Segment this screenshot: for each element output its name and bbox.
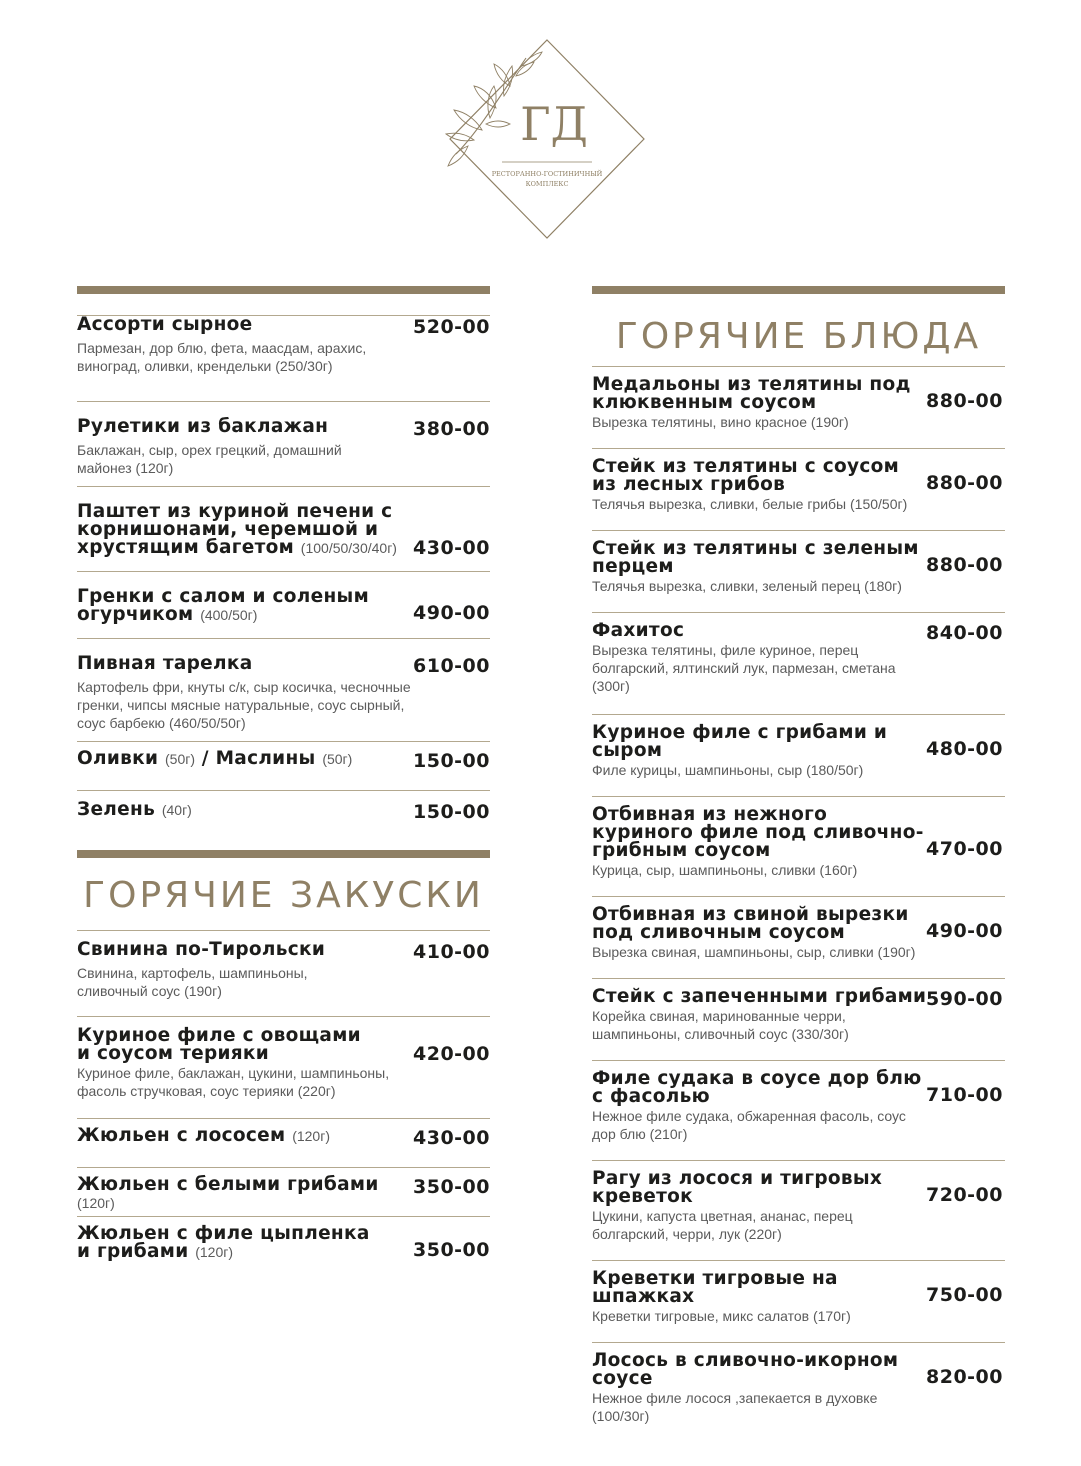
item-description: Курица, сыр, шампиньоны, сливки (160г) [592, 862, 858, 878]
item-price: 410-00 [413, 941, 490, 963]
section-divider-bar [592, 286, 1005, 294]
item-name: Куриное филе с овощами и соусом терияки [77, 1025, 361, 1064]
section-divider-bar [77, 850, 490, 858]
logo-line1: РЕСТОРАННО-ГОСТИНИЧНЫЙ [491, 170, 603, 178]
item-name: Лосось в сливочно-икорном соусе [592, 1350, 899, 1389]
item-price: 350-00 [413, 1239, 490, 1261]
item-price: 840-00 [926, 622, 1003, 644]
item-description: Телячья вырезка, сливки, белые грибы (150/50г) [592, 496, 908, 512]
item-name: Стейк из телятины с соусом из лесных грибов [592, 456, 900, 495]
item-price: 520-00 [413, 316, 490, 338]
item-weight: (120г) [195, 1244, 234, 1260]
item-name: Жюльен с филе цыпленка и грибами [77, 1223, 370, 1262]
section-divider-bar [77, 286, 490, 294]
cold-appetizers-section [77, 286, 490, 842]
item-description: Нежное филе судака, обжаренная фасоль, соус дор блю (210г) [592, 1108, 906, 1142]
item-price: 480-00 [926, 738, 1003, 760]
menu-item [77, 571, 490, 638]
item-name: Стейк с запеченными грибами [592, 986, 927, 1007]
menu-item [77, 1167, 490, 1216]
item-price: 880-00 [926, 472, 1003, 494]
item-name: Отбивная из свиной вырезки под сливочным соусом [592, 904, 909, 943]
item-price: 420-00 [413, 1043, 490, 1065]
item-price: 470-00 [926, 838, 1003, 860]
item-weight: (40г) [161, 802, 192, 818]
menu-item [592, 1342, 1005, 1442]
item-name: Креветки тигровые на шпажках [592, 1268, 838, 1307]
hot-dishes-list [592, 366, 1005, 1442]
menu-item [77, 1016, 490, 1118]
item-name: Ассорти сырное [77, 314, 253, 335]
item-price: 720-00 [926, 1184, 1003, 1206]
item-name: Оливки [77, 748, 159, 769]
section-title: ГОРЯЧИЕ ЗАКУСКИ [83, 875, 484, 916]
item-description: Картофель фри, кнуты с/к, сыр косичка, чесночные гренки, чипсы мясные натуральные, соус сырный, соус барбекю (460/50/50г) [77, 679, 411, 731]
menu-item [77, 638, 490, 741]
item-price: 880-00 [926, 554, 1003, 576]
item-name: Жюльен с белыми грибами [77, 1174, 379, 1195]
menu-item [592, 796, 1005, 896]
item-name: Филе судака в соусе дор блю с фасолью [592, 1068, 922, 1107]
menu-item [77, 790, 490, 842]
item-price: 880-00 [926, 390, 1003, 412]
menu-item [592, 1260, 1005, 1342]
item-price: 380-00 [413, 418, 490, 440]
logo-letters: ГД [520, 97, 588, 151]
item-weight-alt: (50г) [322, 751, 353, 767]
item-weight: (120г) [292, 1128, 330, 1144]
item-price: 590-00 [926, 988, 1003, 1010]
item-description: Вырезка телятины, филе куриное, перец болгарский, ялтинский лук, пармезан, сметана (300г) [592, 642, 896, 694]
item-description: Телячья вырезка, сливки, зеленый перец (180г) [592, 578, 902, 594]
item-name: Паштет из куриной печени с корнишонами, черемшой и хрустящим багетом [77, 501, 393, 558]
item-name: Жюльен с лососем [77, 1125, 286, 1146]
menu-item [592, 978, 1005, 1060]
item-description: Свинина, картофель, шампиньоны, сливочный соус (190г) [77, 965, 308, 999]
item-price: 820-00 [926, 1366, 1003, 1388]
item-price: 750-00 [926, 1284, 1003, 1306]
item-weight: (100/50/30/40г) [300, 540, 397, 556]
item-name: Стейк из телятины с зеленым перцем [592, 538, 919, 577]
menu-item [592, 366, 1005, 448]
restaurant-logo [430, 36, 650, 244]
item-name-alt: / Маслины [195, 748, 316, 769]
menu-item [592, 612, 1005, 714]
menu-item [592, 448, 1005, 530]
item-name: Куриное филе с грибами и сыром [592, 722, 888, 761]
item-name: Отбивная из нежного куриного филе под сливочно-грибным соусом [592, 804, 924, 861]
item-name: Зелень [77, 799, 156, 820]
menu-item [592, 1060, 1005, 1160]
menu-item [77, 741, 490, 790]
menu-item [77, 1118, 490, 1167]
item-name: Гренки с салом и соленым огурчиком [77, 586, 370, 625]
item-name: Пивная тарелка [77, 653, 253, 674]
item-description: Куриное филе, баклажан, цукини, шампиньоны, фасоль стручковая, соус терияки (220г) [77, 1065, 390, 1099]
item-price: 150-00 [413, 801, 490, 823]
item-price: 350-00 [413, 1176, 490, 1198]
item-price: 490-00 [413, 602, 490, 624]
menu-item [77, 930, 490, 1016]
item-name: Рулетики из баклажан [77, 416, 329, 437]
section-title: ГОРЯЧИЕ БЛЮДА [615, 316, 982, 357]
item-description: Креветки тигровые, микс салатов (170г) [592, 1308, 851, 1324]
menu-item [592, 714, 1005, 796]
menu-item [77, 1216, 490, 1276]
menu-item [77, 315, 490, 401]
item-price: 430-00 [413, 1127, 490, 1149]
item-description: Вырезка свиная, шампиньоны, сыр, сливки (190г) [592, 944, 916, 960]
item-description: Нежное филе лосося ,запекается в духовке (100/30г) [592, 1390, 878, 1424]
item-price: 710-00 [926, 1084, 1003, 1106]
item-description: Корейка свиная, маринованные черри, шампиньоны, сливочный соус (330/30г) [592, 1008, 849, 1042]
item-name: Свинина по-Тирольски [77, 939, 326, 960]
item-price: 150-00 [413, 750, 490, 772]
item-name: Рагу из лосося и тигровых креветок [592, 1168, 883, 1207]
item-weight: (120г) [77, 1195, 115, 1211]
item-description: Баклажан, сыр, орех грецкий, домашний майонез (120г) [77, 442, 342, 476]
item-price: 430-00 [413, 537, 490, 559]
menu-item [592, 1160, 1005, 1260]
logo-line2: КОМПЛЕКС [525, 180, 569, 188]
menu-item [592, 896, 1005, 978]
hot-snacks-section [77, 850, 490, 1276]
item-price: 490-00 [926, 920, 1003, 942]
item-weight: (400/50г) [200, 607, 258, 623]
item-description: Филе курицы, шампиньоны, сыр (180/50г) [592, 762, 864, 778]
item-weight: (50г) [165, 751, 196, 767]
menu-item [77, 401, 490, 486]
item-name: Медальоны из телятины под клюквенным соусом [592, 374, 911, 413]
menu-item [592, 530, 1005, 612]
item-description: Цукини, капуста цветная, ананас, перец болгарский, черри, лук (220г) [592, 1208, 853, 1242]
item-name: Фахитос [592, 620, 685, 641]
item-description: Пармезан, дор блю, фета, маасдам, арахис, виноград, оливки, крендельки (250/30г) [77, 340, 367, 374]
hot-dishes-section [592, 286, 1005, 1442]
item-description: Вырезка телятины, вино красное (190г) [592, 414, 849, 430]
menu-item [77, 486, 490, 571]
item-price: 610-00 [413, 655, 490, 677]
